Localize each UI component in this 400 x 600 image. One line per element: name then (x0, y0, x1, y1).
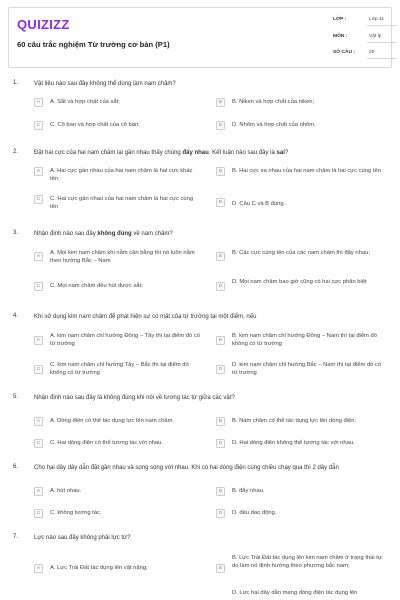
header-card (8, 7, 392, 68)
meta-label-count: SỐ CÂU : (333, 50, 356, 55)
question-text: Vật liệu nào sau đây không thể dùng làm nam châm? (34, 81, 176, 87)
option-letter-box: B (216, 252, 225, 261)
meta-value-count: 20 (369, 50, 375, 55)
meta-label-class: LỚP : (333, 17, 347, 22)
question-number: 2. (13, 149, 19, 155)
quizizz-logo: QUIZIZZ (17, 17, 70, 32)
divider (367, 25, 397, 26)
option-text: C. không tương tác. (50, 510, 102, 516)
page-title: 60 câu trắc nghiệm Từ trường cơ bản (P1) (17, 40, 170, 49)
option-letter-box: D (216, 365, 225, 374)
option-letter-box: A (34, 252, 43, 261)
option-text: B. Hai cực xa nhau của hai nam châm là hai cực cùng tên (232, 168, 381, 174)
option-letter-box: A (34, 167, 43, 176)
option-text: D. Mọi nam châm bao giờ cũng có hai cực phân biệt (232, 279, 367, 285)
option-text: A. Hai cực gần nhau của hai nam châm là hai cực khác tên (50, 168, 193, 182)
option-letter-box: D (216, 121, 225, 130)
question-number: 4. (13, 313, 19, 319)
option-text: A. hút nhau. (50, 488, 82, 494)
option-text: C. Hai cực gần nhau của hai nam châm là hai cực cùng tên (50, 196, 194, 210)
option-letter-box: C (34, 509, 43, 518)
question-number: 3. (13, 230, 19, 236)
meta-value-subject: Vật lý (369, 34, 382, 39)
option-text: B. Nam châm có thể tác dụng lực lên dòng điện. (232, 418, 357, 424)
question-text: Nhận định nào sau đây không đúng về nam châm? (34, 231, 173, 237)
option-text: D. Câu C và B đúng. (232, 201, 286, 207)
question-text: Lực nào sau đây không phải lực từ? (34, 535, 131, 541)
option-letter-box: D (216, 198, 225, 207)
option-text: D. Hai dòng điện không thể tương tác với nhau. (232, 440, 355, 446)
option-text: A. Dòng điện có thể tác dụng lực lên nam châm. (50, 418, 175, 424)
option-text: C. kim nam châm chỉ hướng Tây – Bắc thì tại điểm đó không có từ trường (50, 362, 189, 376)
question-text: Khi sử dụng kim nam châm để phát hiện sự có mặt của từ trường tại một điểm, nếu (34, 314, 257, 320)
option-text: A. Lực Trái Đất tác dụng lên vật nặng; (50, 565, 148, 571)
option-text: B. Niken và hợp chất của niken; (232, 99, 315, 105)
option-letter-box: A (34, 98, 43, 107)
option-text: C. Mọi nam châm đều hút được sắt; (50, 283, 143, 289)
question-text: Cho hai dây dây dẫn đặt gần nhau và song song với nhau. Khi có hai dòng điện cùng chiều chạy qua thì 2 dây dẫn (34, 465, 339, 471)
option-letter-box: C (34, 365, 43, 374)
option-letter-box: A (34, 336, 43, 345)
option-text: B. Các cực cùng tên của các nam châm thì đẩy nhau; (232, 250, 370, 256)
question-text: Nhận định nào sau đây là không đúng khi nói về tương tác từ giữa các vật? (34, 395, 235, 401)
option-letter-box: B (216, 98, 225, 107)
option-text: D. kim nam châm chỉ hướng Bắc – Nam thì tại điểm đó có từ trường (232, 362, 382, 376)
option-letter-box: B (216, 487, 225, 496)
option-text: A. kim nam châm chỉ hướng Đông – Tây thì tại điểm đó có từ trường (50, 333, 200, 347)
option-letter-box: A (34, 487, 43, 496)
option-letter-box: B (216, 417, 225, 426)
option-letter-box: C (34, 282, 43, 291)
option-letter-box: B (216, 167, 225, 176)
question-number: 5. (13, 394, 19, 400)
option-letter-box: A (34, 417, 43, 426)
option-letter-box: B (216, 564, 225, 573)
divider (367, 58, 397, 59)
meta-label-subject: MÔN : (333, 34, 348, 39)
option-text: C. Hai dòng điện có thể tương tác với nhau. (50, 440, 163, 446)
option-letter-box: D (216, 509, 225, 518)
option-text: D. Nhôm và hợp chất của nhôm. (232, 122, 316, 128)
option-text: D. đều dao động. (232, 510, 277, 516)
option-text: B. đẩy nhau. (232, 488, 265, 494)
option-text: A. Sắt và hợp chất của sắt; (50, 99, 120, 105)
divider (367, 42, 397, 43)
option-letter-box: C (34, 195, 43, 204)
option-letter-box: D (216, 282, 225, 291)
meta-value-class: Lớp 11 (369, 17, 385, 22)
option-text: B. kim nam châm chỉ hướng Đông – Nam thì tại điểm đó không có từ trường (232, 333, 377, 347)
option-letter-box: C (34, 121, 43, 130)
option-text: B. Lực Trái Đất tác dụng lên kim nam châm ở trạng thái tự do làm nó định hướng theo phương bắc nam; (232, 555, 382, 569)
question-text: Đặt hai cực của hai nam châm lại gần nhau thấy chúng đẩy nhau. Kết luận nào sau đây là sai? (34, 150, 289, 156)
question-number: 6. (13, 464, 19, 470)
question-number: 7. (13, 534, 19, 540)
option-letter-box: B (216, 336, 225, 345)
option-text: D. Lực hai dây dẫn mang dòng điện tác dụng lên (232, 590, 358, 596)
option-text: A. Mọi kim nam châm khi nằm cân bằng thì nó luôn nằm theo hướng Bắc – Nam (50, 250, 195, 264)
option-letter-box: D (216, 439, 225, 448)
option-text: C. Cô ban và hợp chất của cô ban; (50, 122, 140, 128)
option-letter-box: A (34, 564, 43, 573)
option-letter-box: C (34, 439, 43, 448)
question-number: 1. (13, 80, 19, 86)
